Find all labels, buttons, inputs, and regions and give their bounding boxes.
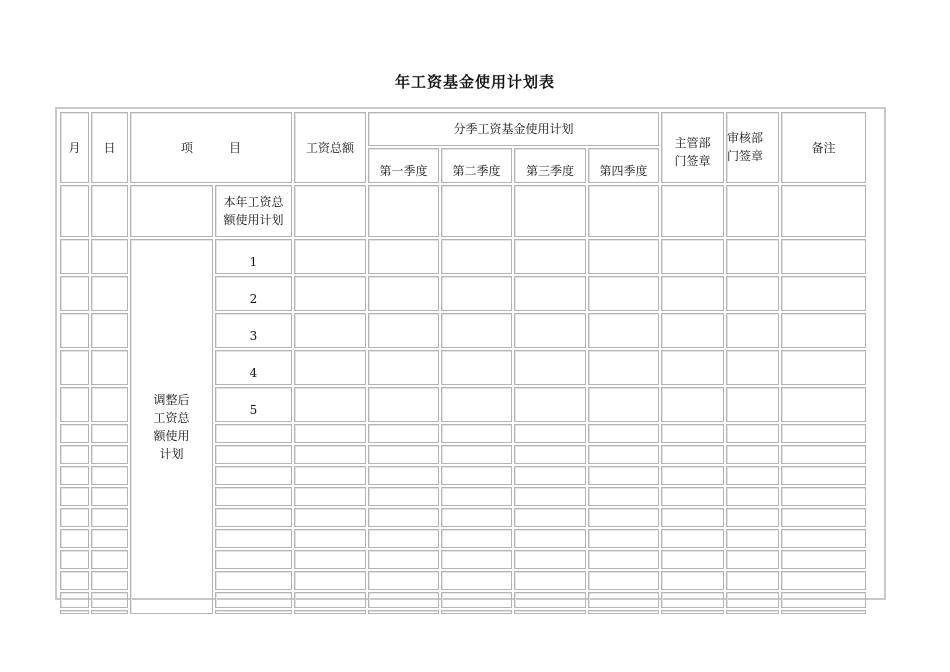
annual-plan-label [215, 185, 292, 237]
header-q2: 第二季度 [441, 148, 512, 183]
cell-reviewer [726, 185, 779, 237]
cell-remarks [781, 185, 866, 237]
table-row [60, 239, 866, 274]
page-title: 年工资基金使用计划表 [394, 73, 555, 91]
cell-q2 [441, 185, 512, 237]
cell-q1 [368, 185, 439, 237]
cell-supervisor [661, 185, 724, 237]
header-reviewer-line2: 门签章 [727, 149, 764, 163]
adjusted-line1: 调整后 [153, 392, 190, 407]
header-item [130, 112, 292, 183]
header-total: 工资总额 [294, 112, 366, 183]
header-supervisor-line1: 主管部 [674, 135, 711, 150]
header-reviewer-signature [726, 112, 779, 183]
cell-q4 [588, 185, 659, 237]
adjusted-line4: 计划 [159, 446, 184, 461]
row-number: 3 [215, 313, 292, 348]
header-day: 日 [91, 112, 128, 183]
header-item-left: 项 [180, 140, 193, 155]
header-q1: 第一季度 [368, 148, 439, 183]
header-supervisor-signature [661, 112, 724, 183]
cell-category [130, 185, 213, 237]
cell-total [294, 185, 366, 237]
row-number: 5 [215, 387, 292, 422]
salary-plan-table [58, 110, 868, 616]
header-supervisor-line2: 门签章 [674, 153, 711, 168]
adjusted-line2: 工资总 [153, 410, 190, 425]
cell-day [91, 185, 128, 237]
adjusted-plan-label [130, 239, 213, 614]
cell-q3 [514, 185, 586, 237]
table-row [60, 185, 866, 237]
row-number: 2 [215, 276, 292, 311]
row-number: 4 [215, 350, 292, 385]
adjusted-line3: 额使用 [153, 428, 190, 443]
header-item-right: 目 [229, 140, 242, 155]
header-reviewer-line1: 审核部 [727, 131, 764, 145]
cell-month [60, 185, 89, 237]
header-quarterly-group: 分季工资基金使用计划 [368, 112, 659, 146]
header-remarks: 备注 [781, 112, 866, 183]
row-number: 1 [215, 239, 292, 274]
annual-plan-line1: 本年工资总 [223, 195, 284, 209]
header-q4: 第四季度 [588, 148, 659, 183]
annual-plan-line2: 额使用计划 [223, 213, 284, 227]
header-q3: 第三季度 [514, 148, 586, 183]
header-month: 月 [60, 112, 89, 183]
